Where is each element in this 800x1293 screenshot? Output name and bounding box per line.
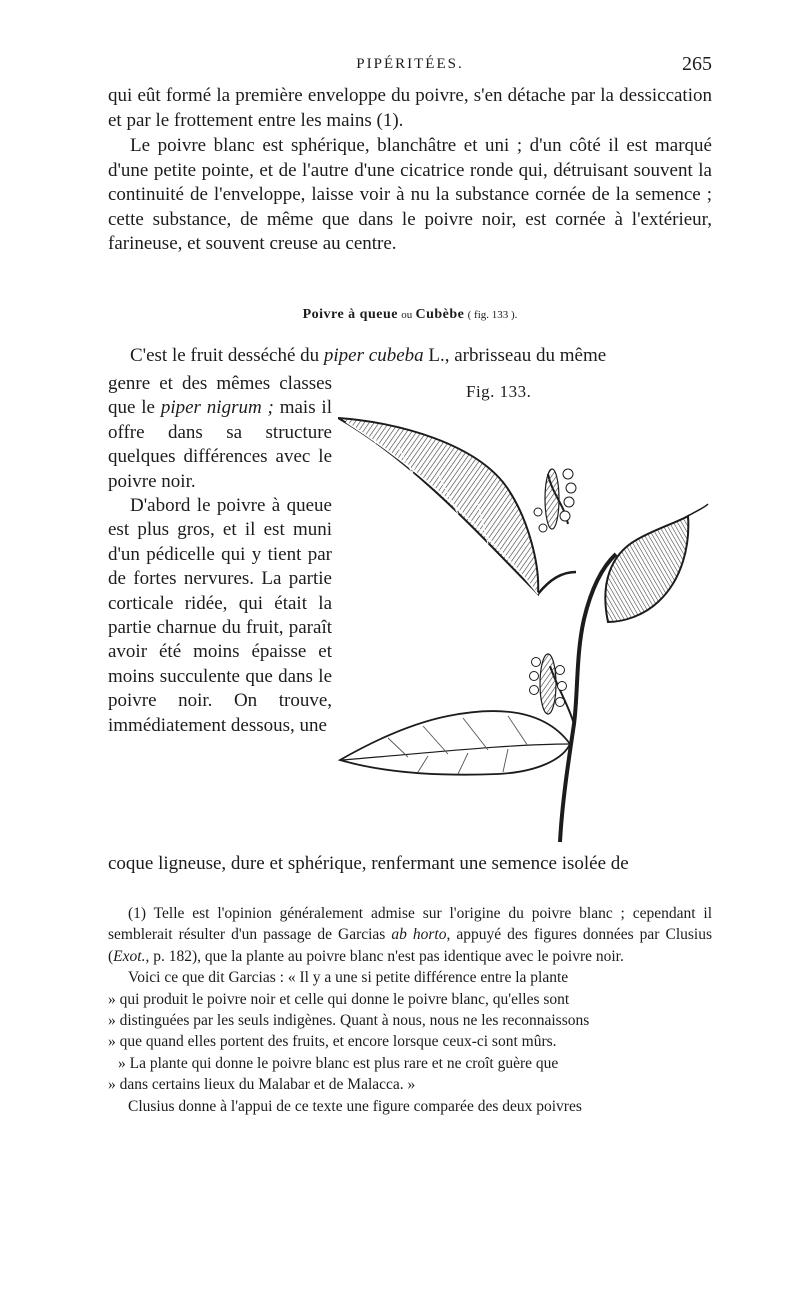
page-header: [108, 53, 712, 77]
footnote-line: Clusius donne à l'appui de ce texte une figure comparée des deux poivres: [128, 1097, 582, 1115]
page-number: 265: [682, 53, 712, 75]
section-title: Poivre à queue: [302, 307, 398, 322]
italic-term: Exot.: [113, 947, 146, 965]
footnote-line: » qui produit le poivre noir et celle qui donne le poivre blanc, qu'elles sont: [108, 990, 570, 1008]
section-fig-ref: ( fig. 133 ).: [467, 309, 518, 321]
text-run: L., arbrisseau du même: [423, 345, 607, 366]
paragraph-white-pepper: Le poivre blanc est sphérique, blanchâtre et uni ; d'un côté il est marqué d'une petite pointe, et de l'autre d'une cicatrice ronde qui, détruisant souvent la continuité de l'enveloppe, laisse voir à nu la substance cornée de la semence ; cette substance, de même que dans le poivre noir, est cornée à l'extérieur, farineuse, et souvent creuse au centre.: [108, 135, 712, 255]
footnote-line: » distinguées par les seuls indigènes. Quant à nous, nous ne les reconnaissons: [108, 1012, 590, 1030]
paragraph-cubebe-a: [108, 372, 332, 494]
text-run: , appuyé des figures données par Clusius (: [108, 926, 713, 965]
section-connector: ou: [401, 309, 413, 321]
cubebe-first-line: [108, 345, 712, 367]
species-name: piper nigrum ;: [160, 397, 274, 419]
footnotes: [108, 903, 712, 1117]
text-run: , p. 182), que la plante au poivre blanc n'est pas identique avec le poivre noir.: [145, 947, 624, 965]
footnote-1: [108, 903, 712, 967]
cubebe-last-line: coque ligneuse, dure et sphérique, renfermant une semence isolée de: [108, 853, 629, 874]
cubeb-illustration: [338, 404, 718, 844]
text-run: mais il offre dans sa structure quelques différences avec le poivre noir.: [108, 397, 332, 492]
text-run: genre et des mêmes classes que le: [108, 373, 332, 419]
lower-fruit-spike: [530, 654, 575, 724]
text-run: (1) Telle est l'opinion généralement admise sur l'origine du poivre blanc ; cependant il semblerait résulter d'un passage de Garcias: [108, 905, 712, 944]
footnote-line: » La plante qui donne le poivre blanc est plus rare et ne croît guère que: [118, 1054, 559, 1072]
footnote-line: » que quand elles portent des fruits, et encore lorsque ceux-ci sont mûrs.: [108, 1033, 557, 1051]
upper-fruit-spike: [534, 469, 576, 532]
paragraph-cubebe-b: D'abord le poivre à queue est plus gros, et il est muni d'un pédicelle qui y tient par de fortes nervures. La partie corticale ridée, qui était la partie charnue du fruit, paraît avoir été moins épaisse et moins succulente que dans le poivre noir. On trouve, immédiatement dessous, une: [108, 495, 332, 736]
lower-leaf: [340, 711, 570, 775]
upper-leaf: [338, 418, 538, 594]
running-head: PIPÉRITÉES.: [356, 56, 464, 72]
right-leaf: [605, 516, 688, 622]
section-heading: [108, 306, 712, 323]
text-run: C'est le fruit desséché du: [130, 345, 324, 366]
section-alt-title: Cubèbe: [415, 307, 465, 322]
footnote-line: Voici ce que dit Garcias : « Il y a une si petite différence entre la plante: [128, 969, 569, 987]
figure-label: Fig. 133.: [466, 382, 532, 401]
wrapped-text-column: [108, 372, 332, 738]
paragraph-continued: qui eût formé la première enveloppe du poivre, s'en détache par la dessiccation et par le frottement entre les mains (1).: [108, 85, 712, 131]
branch-stem: [538, 572, 576, 594]
species-name: piper cubeba: [323, 345, 424, 366]
italic-term: ab horto: [391, 926, 447, 944]
footnote-line: » dans certains lieux du Malabar et de Malacca. »: [108, 1076, 416, 1094]
